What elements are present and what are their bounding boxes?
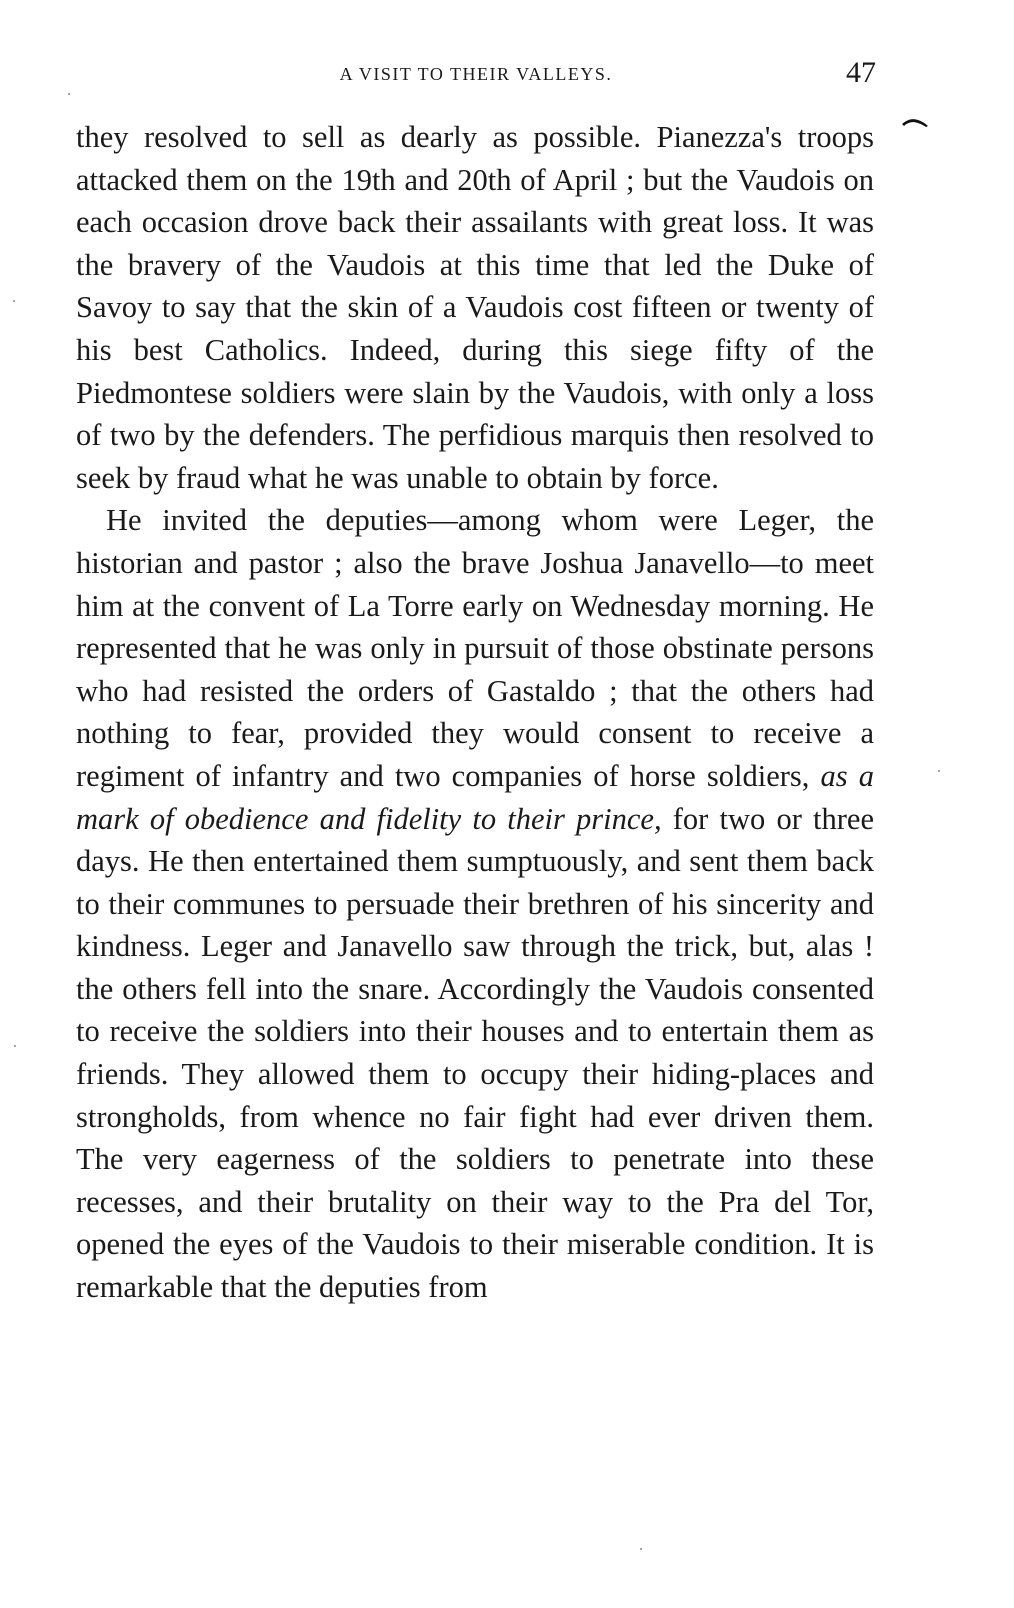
paragraph-2-italic-phrase: as a mark of obedience and fidelity to their prince,: [76, 758, 874, 836]
paper-speck: [14, 1045, 16, 1047]
running-head: [76, 58, 876, 92]
running-title: A VISIT TO THEIR VALLEYS.: [339, 64, 613, 84]
body-text: [76, 116, 874, 1309]
paper-speck: [640, 1548, 642, 1550]
paper-speck: [13, 300, 15, 302]
paragraph-2: [76, 499, 874, 1308]
ink-smudge-icon: [900, 116, 930, 128]
paragraph-1: they resolved to sell as dearly as possible. Pianezza's troops attacked them on the 19th and 20th of April ; but the Vaudois on each occasion drove back their assailants with great loss. It was the bravery of the Vaudois at this time that led the Duke of Savoy to say that the skin of a Vaudois cost fifteen or twenty of his best Catholics. Indeed, during this siege fifty of the Piedmontese soldiers were slain by the Vaudois, with only a loss of two by the defenders. The perfidious marquis then resolved to seek by fraud what he was unable to obtain by force.: [76, 120, 874, 495]
page-number: 47: [846, 56, 876, 89]
paper-speck: [68, 93, 70, 95]
paragraph-2-text-before-italic: He invited the deputies—among whom were Leger, the historian and pastor ; also the brave Joshua Janavello—to meet him at the convent of La Torre early on Wednesday morning. He represented that he was only in pursuit of those obstinate persons who had resisted the orders of Gastaldo ; that the others had nothing to fear, provided they would consent to receive a regiment of infantry and two companies of horse soldiers,: [76, 503, 874, 793]
paper-speck: [938, 770, 940, 772]
paragraph-2-text-after-italic: for two or three days. He then entertained them sumptuously, and sent them back to their communes to persuade their brethren of his sincerity and kindness. Leger and Janavello saw through the trick, but, alas ! the others fell into the snare. Accordingly the Vaudois consented to receive the soldiers into their houses and to entertain them as friends. They allowed them to occupy their hiding-places and strongholds, from whence no fair fight had ever driven them. The very eagerness of the soldiers to penetrate into these recesses, and their brutality on their way to the Pra del Tor, opened the eyes of the Vaudois to their miserable condition. It is remarkable that the deputies from: [76, 801, 874, 1305]
